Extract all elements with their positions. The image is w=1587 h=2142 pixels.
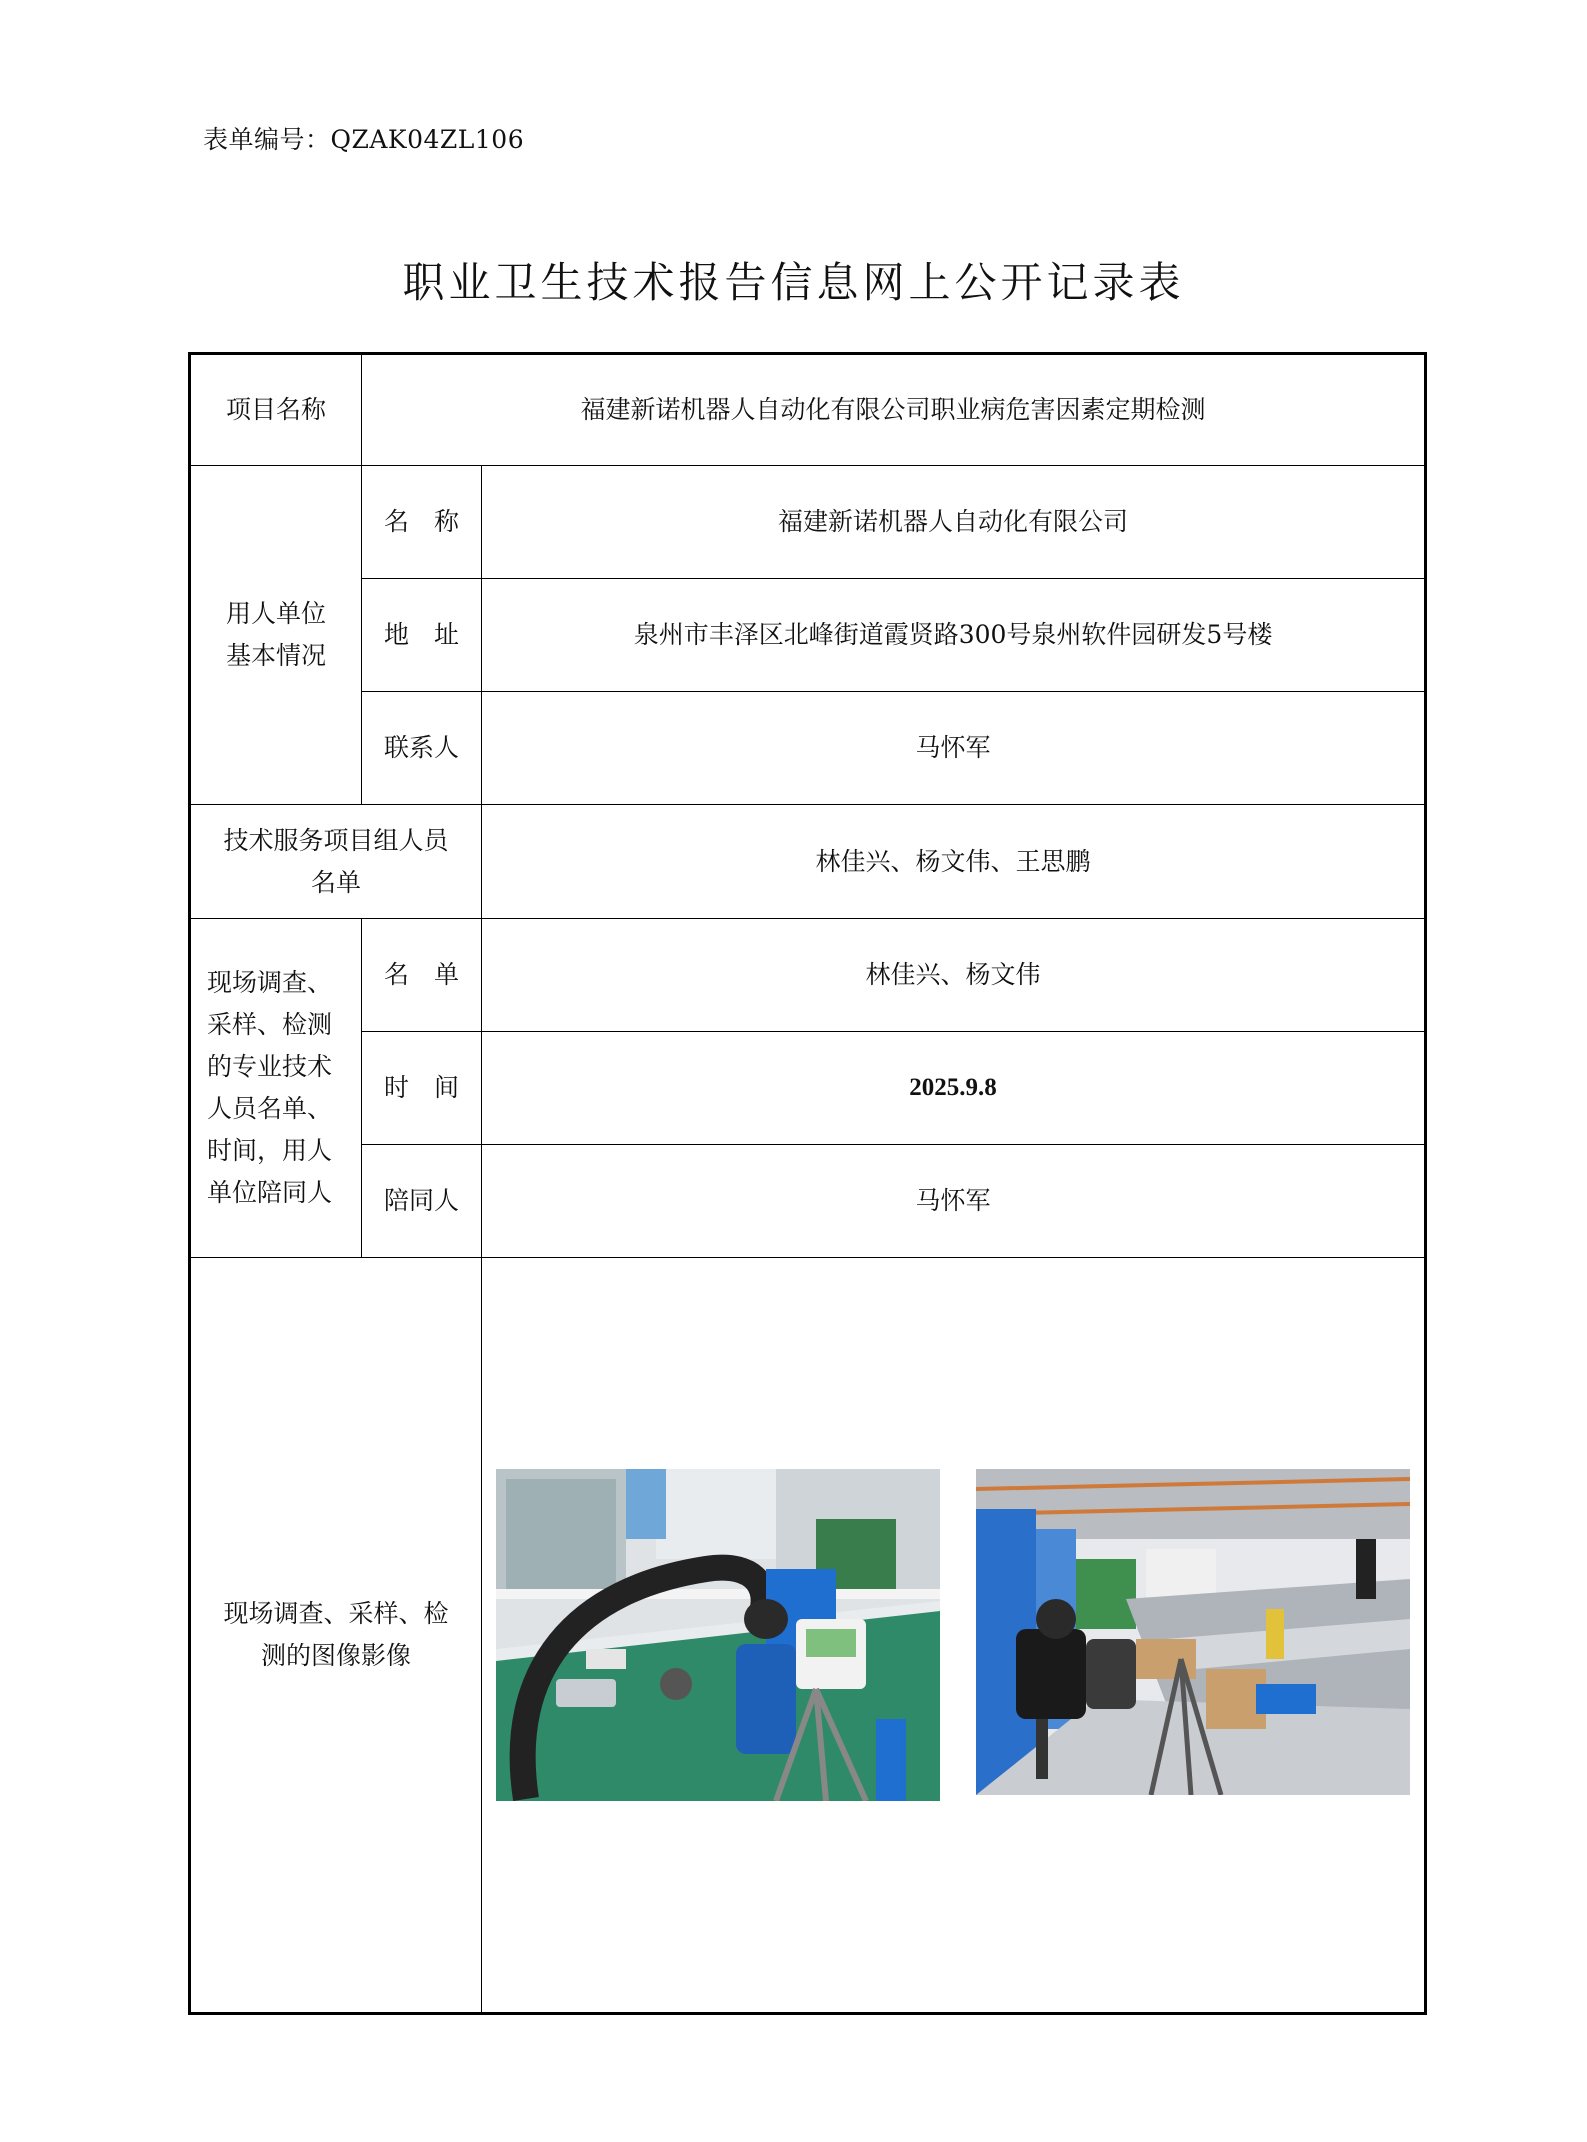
team-label-line2: 名单 [310,867,361,897]
row-images [190,1258,1426,2014]
row-employer-address [190,579,1426,692]
images-cell [482,1258,1426,2014]
document-title: 职业卫生技术报告信息网上公开记录表 [402,258,1185,307]
employer-address-label: 地 址 [362,579,482,692]
employer-name-label: 名 称 [362,466,482,579]
onsite-escort-value: 马怀军 [482,1145,1426,1258]
row-project-name [190,354,1426,466]
onsite-label-line: 人员名单、 [207,1094,333,1123]
row-team [190,805,1426,919]
project-name-label: 项目名称 [190,354,362,466]
row-employer-name [190,466,1426,579]
onsite-escort-label: 陪同人 [362,1145,482,1258]
row-onsite-names [190,919,1426,1032]
team-value: 林佳兴、杨文伟、王思鹏 [482,805,1426,919]
onsite-label-line: 时间，用人 [207,1136,333,1165]
record-table [188,352,1427,2015]
employer-label [190,466,362,805]
onsite-names-value: 林佳兴、杨文伟 [482,919,1426,1032]
row-onsite-time [190,1032,1426,1145]
photo-strip [492,1469,1414,1801]
employer-contact-value: 马怀军 [482,692,1426,805]
onsite-label [190,919,362,1258]
employer-label-line1: 用人单位 [225,599,326,628]
images-label-line1: 现场调查、采样、检 [223,1599,449,1628]
row-onsite-escort [190,1145,1426,1258]
onsite-time-label: 时 间 [362,1032,482,1145]
onsite-label-line: 的专业技术 [207,1052,333,1081]
site-photo-workbench [496,1469,940,1801]
onsite-names-label: 名 单 [362,919,482,1032]
form-number: 表单编号：QZAK04ZL106 [203,125,525,154]
onsite-label-line: 单位陪同人 [207,1178,333,1207]
employer-contact-label: 联系人 [362,692,482,805]
onsite-time-value: 2025.9.8 [482,1032,1426,1145]
team-label-line1: 技术服务项目组人员 [223,825,449,855]
project-name-value: 福建新诺机器人自动化有限公司职业病危害因素定期检测 [362,354,1426,466]
site-photo-workshop [976,1469,1410,1801]
employer-address-value: 泉州市丰泽区北峰街道霞贤路300号泉州软件园研发5号楼 [482,579,1426,692]
images-label [190,1258,482,2014]
row-employer-contact [190,692,1426,805]
images-label-line2: 测的图像影像 [260,1641,411,1670]
employer-name-value: 福建新诺机器人自动化有限公司 [482,466,1426,579]
employer-label-line2: 基本情况 [225,641,326,670]
team-label [190,805,482,919]
onsite-label-line: 采样、检测 [207,1010,333,1039]
onsite-label-line: 现场调查、 [207,968,333,997]
